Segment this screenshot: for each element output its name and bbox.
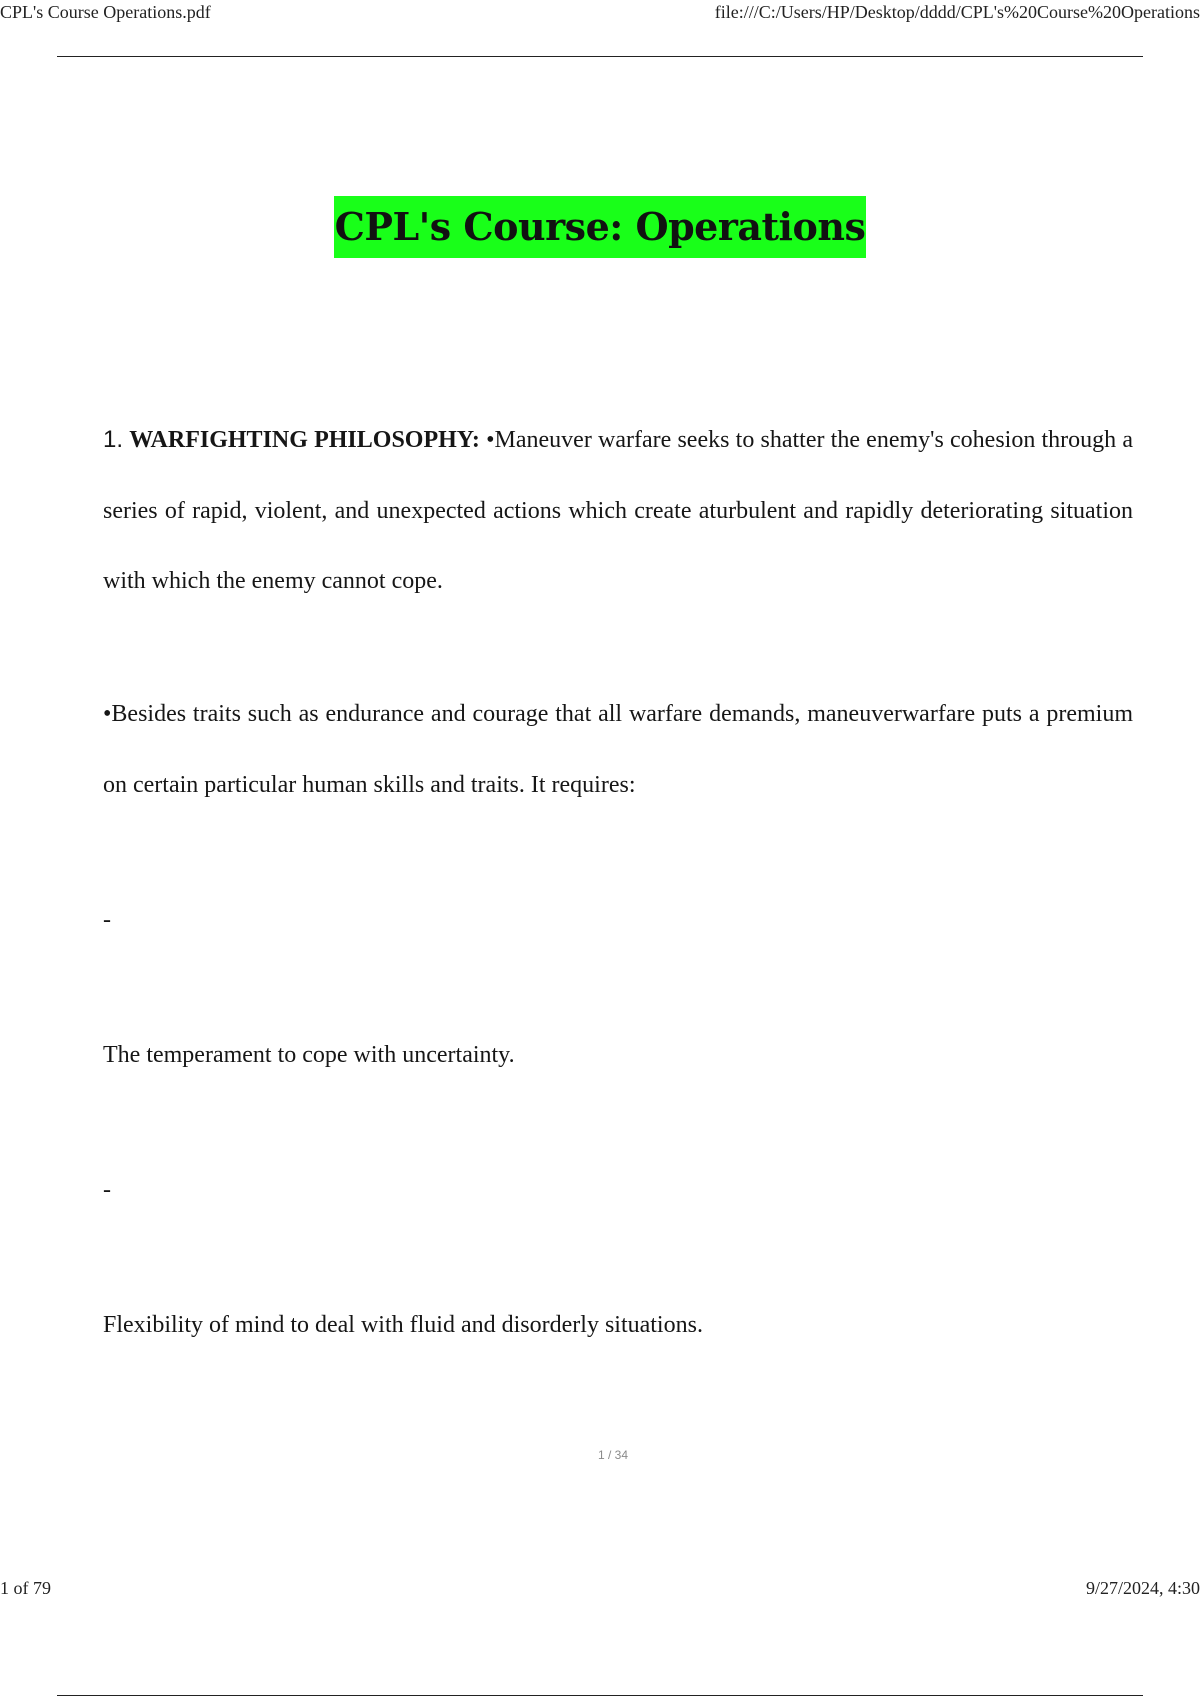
- print-footer-datetime: 9/27/2024, 4:30: [1085, 1578, 1200, 1598]
- footer-divider: [57, 1695, 1143, 1696]
- print-footer-page: 1 of 79: [0, 1578, 51, 1598]
- requirement-marker: -: [103, 907, 111, 933]
- section-warfighting-philosophy: [103, 405, 1133, 617]
- section-number: 1.: [103, 426, 124, 453]
- print-header-title: CPL's Course Operations.pdf: [0, 2, 211, 22]
- section-heading: WARFIGHTING PHILOSOPHY:: [129, 427, 480, 453]
- requirement-marker: -: [103, 1177, 111, 1203]
- print-header-url: file:///C:/Users/HP/Desktop/dddd/CPL's%20Course%20Operations: [714, 2, 1200, 22]
- document-title: CPL's Course: Operations: [334, 196, 867, 258]
- page-indicator: 1 / 34: [597, 1448, 629, 1462]
- paragraph-traits: •Besides traits such as endurance and courage that all warfare demands, maneuverwarfare puts a premium on certain particular human skills and traits. It requires:: [103, 701, 1133, 798]
- requirement-item: The temperament to cope with uncertainty.: [103, 1042, 515, 1068]
- header-divider: [57, 56, 1143, 57]
- document-title-wrapper: [0, 196, 1200, 258]
- section-text: •Maneuver warfare seeks to shatter the enemy's cohesion through a series of rapid, violent, and unexpected actions which create aturbulent and rapidly deteriorating situation with which the enemy cannot cope.: [103, 427, 1134, 594]
- requirement-item: Flexibility of mind to deal with fluid and disorderly situations.: [103, 1312, 703, 1338]
